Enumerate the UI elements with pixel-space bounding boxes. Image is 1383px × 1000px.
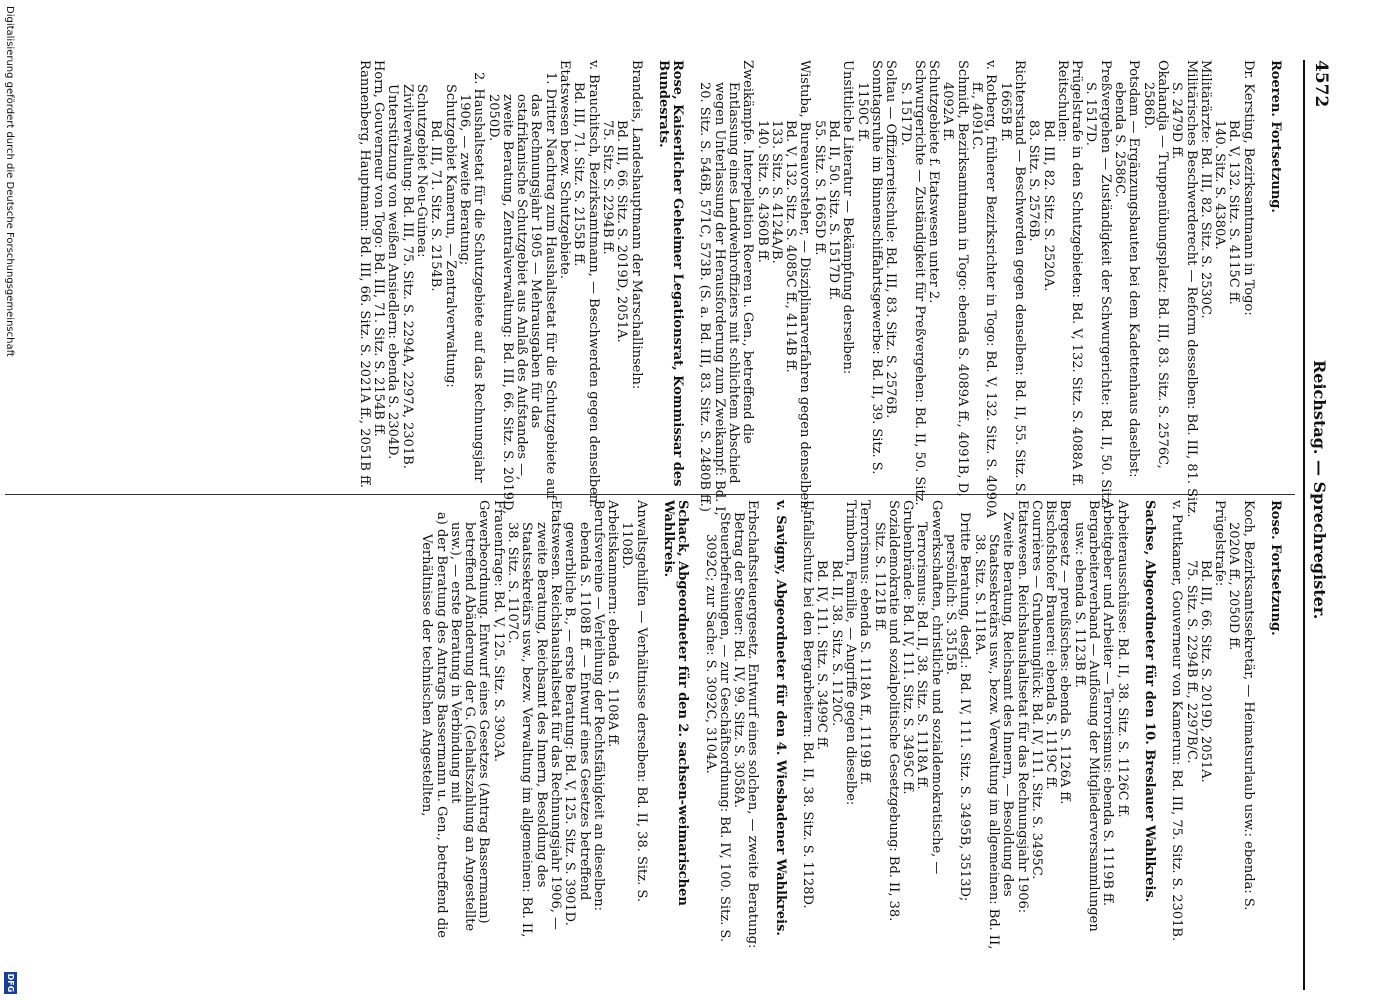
index-entry: Gewerkschaften, christliche und sozialdemokratische, — Terrorismus: Bd. II, 38. Sitz. S. 1118A ff. <box>914 500 944 875</box>
index-entry: Koch, Bezirksamtssekretär, — Heimatsurlaub usw.: ebenda: S. 2020A ff., 2050D ff. <box>1226 500 1256 911</box>
index-entry: Erbschaftssteuergesetz. Entwurf eines solchen, — zweite Beratung: <box>745 500 761 949</box>
index-entry: 140. Sitz. S. 4360B ff. <box>754 120 770 263</box>
index-entry: Unfallschutz bei den Bergarbeitern: Bd. II, 38. Sitz. S. 1128D. <box>800 500 816 909</box>
index-entry: Etatswesen. Reichshaushaltsetat für das Rechnungsjahr 1906, — zweite Beratung, Reichsamt des Innern, Besoldung des Staatssekretärs usw., bezw. Verwaltung im allgemeinen: Bd. II, 38. Sitz. S. 1107C. <box>505 500 563 938</box>
index-entry: Schwurgerichte — Zuständigkeit für Preßvergehen: Bd. II, 50. Sitz. S. 1517D. <box>897 60 927 506</box>
entry-heading: Rose. Fortsetzung. <box>1268 500 1283 636</box>
index-entry: 55. Sitz. S. 1665D ff. <box>811 120 827 256</box>
index-entry: Brandeis, Landeshauptmann der Marschallinseln: <box>628 60 644 390</box>
index-entry: Bd. III, 66. Sitz. S. 2019D, 2051A. <box>1197 560 1213 783</box>
index-entry: Bd. IV, 111. Sitz. S. 3499C ff. <box>814 560 830 750</box>
index-entry: Arbeitgeber und Arbeiter — Terrorismus: ebenda S. 1119B ff. <box>1100 500 1116 906</box>
index-entry: Courrières — Grubenunglück: Bd. IV, 111. Sitz. S. 3495C. <box>1028 500 1044 880</box>
index-entry: Horn, Gouverneur von Togo: Bd. III, 71. Sitz. S. 2154B ff. <box>371 60 387 437</box>
entry-heading: Sachse, Abgeordneter für den 10. Breslauer Wahlkreis. <box>1141 500 1157 903</box>
index-entry: Steuerbefreiungen, — zur Geschäftsordnung: Bd. IV, 100. Sitz. S. 3092C; zur Sache: S. 3092C, 3104A. <box>702 512 732 942</box>
index-entry: 1. Dritter Nachtrag zum Haushaltsetat für die Schutzgebiete auf das Rechnungsjahr 1905 — Mehrausgaben für das ostafrikanische Schutzgebiet aus Anlaß des Aufstandes —, zweite Beratung, Zentralverwaltung: Bd. III, 66. Sitz. S. 2019D, 2050D. <box>485 72 558 515</box>
running-title: Reichstag. — Sprechregister. <box>1310 360 1329 620</box>
index-entry: v. Puttkamer, Gouverneur von Kamerun: Bd. III, 75. Sitz. S. 2301B. <box>1169 500 1185 942</box>
entry-heading: Roeren. Fortsetzung. <box>1268 60 1283 213</box>
index-entry: Zweite Beratung, Reichsamt des Innern, — Besoldung des Staatssekretärs usw., bezw. Verwaltung im allgemeinen: Bd. II, 38. Sitz. S. 1118A. <box>971 512 1016 950</box>
dfg-logo: DFG <box>6 973 15 993</box>
left-column <box>357 60 1295 520</box>
index-entry: Prügelstrafe: <box>1212 500 1228 587</box>
index-entry: Zivilverwaltung: Bd. III, 75. Sitz. S. 2294A, 2297A, 2301B. <box>399 84 415 469</box>
index-entry: Zweikämpfe. Interpellation Roeren u. Gen., betreffend die Entlassung eines Landwehroffiziers mit schlichtem Abschied wegen Unterlassung der Herausforderung zum Zweikampf: Bd. I, 20. Sitz. S. 546B, 571C, 573B. (S. a. Bd. III, 83. Sitz. S. 2480B ff.) <box>697 60 756 516</box>
index-entry: Berufsvereine — Verleihung der Rechtsfähigkeit an dieselben: ebenda S. 1108B ff. — Entwurf eines Gesetzes betreffend gewerbliche B., — erste Beratung: Bd. V, 125. Sitz. S. 3901D. <box>562 500 606 926</box>
index-entry: 75. Sitz. S. 2294B ff., 2297B/C. <box>1183 560 1199 764</box>
index-entry: Schutzgebiete f. Etatswesen unter 2. <box>926 60 942 304</box>
index-entry: Trimborn, Familie, — Angriffe gegen dieselbe: <box>842 500 858 806</box>
entry-heading: Rose, Kaiserlicher Geheimer Legationsrat, Kommissar des Bundesrats. <box>655 60 686 487</box>
index-entry: Grubenbrände: Bd. IV, 111. Sitz. S. 3495C ff. <box>900 500 916 795</box>
index-entry: Unterstützung von weißen Ansiedlern: ebenda S. 2304D. <box>385 84 401 460</box>
index-entry: Etatswesen. Reichshaushaltsetat für das Rechnungsjahr 1906: <box>1014 500 1030 914</box>
index-entry: Anwaltsgehilfen — Verhältnisse derselben: Bd. II, 38. Sitz. S. 1108D. <box>619 500 649 902</box>
entry-heading: v. Savigny, Abgeordneter für den 4. Wiesbadener Wahlkreis. <box>772 500 788 936</box>
index-entry: Okahandja — Truppenübungsplatz: Bd. III, 83. Sitz. S. 2576C, 2586D. <box>1140 60 1170 469</box>
index-entry: Bd. V, 132. Sitz. S. 4085C ff., 4114B ff. <box>783 120 799 373</box>
index-entry: 133. Sitz. S. 4124A/B. <box>768 120 784 264</box>
index-entry: a) der Beratung des Antrags Bassermann u. Gen., betreffend die Verhältnisse der technischen Angestellten, <box>419 512 449 938</box>
index-entry: Sozialdemokratie und sozialpolitische Gesetzgebung: Bd. II, 38. Sitz. S. 1121B ff. <box>871 500 901 922</box>
index-entry: Betrag der Steuer: Bd. IV, 99. Sitz. S. 3058A. <box>731 512 747 809</box>
index-entry: Militärisches Beschwerderecht — Reform desselben: Bd. III, 81. Sitz. S. 2479D ff. <box>1169 60 1199 518</box>
index-entry: Bd. V, 132. Sitz. S. 4115C ff. <box>1226 120 1242 305</box>
index-entry: Bd. III, 71. Sitz. S. 2154B. <box>428 120 444 292</box>
index-entry: v. Rotberg, früherer Bezirksrichter in Togo: Bd. V, 132. Sitz. S. 4090A ff., 4091C. <box>969 60 999 518</box>
index-entry: 83. Sitz. S. 2576B. <box>1026 120 1042 242</box>
index-entry: Dritte Beratung, desgl.: Bd. IV, 111. Sitz. S. 3495B, 3513D; persönlich: S. 3515B. <box>943 512 973 902</box>
footer-text: Digitalisierung gefördert durch die Deutsche Forschungsgemeinschaft <box>4 6 15 357</box>
index-entry: Bd. III, 82. Sitz. S. 2520A. <box>1040 120 1056 292</box>
index-entry: Schutzgebiet Neu-Guinea: <box>414 84 430 258</box>
index-entry: v. Brauchitsch, Bezirksamtmann, — Beschwerden gegen denselben: Bd. III, 71. Sitz. S. 2155B ff. <box>571 60 601 508</box>
index-entry: 75. Sitz. S. 2294B ff. <box>599 120 615 255</box>
index-entry: Wistuba, Bureauvorsteher, — Disziplinarverfahren gegen denselben: <box>797 60 813 514</box>
index-entry: Bd. II, 50. Sitz. S. 1517D ff. <box>826 120 842 301</box>
index-entry: 140. Sitz. S. 4380A. <box>1212 120 1228 250</box>
index-entry: Gewerbeordnung. Entwurf eines Gesetzes (Antrag Bassermann) betreffend Abänderung der G. (Gehaltszahlung an Angestellte usw.), — erste Beratung in Verbindung mit <box>447 500 492 932</box>
index-entry: Frauenfrage: Bd. V, 125. Sitz. S. 3903A. <box>490 500 506 763</box>
index-entry: Potsdam — Ergänzungsbauten bei dem Kadettenhaus daselbst: ebenda S. 2586C. <box>1112 60 1142 478</box>
index-entry: Prügelstrafe in den Schutzgebieten: Bd. V, 132. Sitz. S. 4088A ff. <box>1069 60 1085 487</box>
index-entry: Richterstand — Beschwerden gegen denselben: Bd. II, 55. Sitz. S. 1665B ff. <box>997 60 1027 496</box>
index-entry: Unsittliche Literatur — Bekämpfung derselben: <box>840 60 856 375</box>
index-entry: Schutzgebiet Kamerun, — Zentralverwaltung: <box>442 84 458 388</box>
index-entry: Arbeitskammern: ebenda S. 1108A ff. <box>605 500 621 748</box>
right-column <box>419 500 1295 950</box>
index-entry: Terrorismus: ebenda S. 1118A ff., 1119B ff. <box>857 500 873 785</box>
index-entry: Etatswesen bezw. Schutzgebiete. <box>557 60 573 280</box>
index-entry: Dr. Kersting, Bezirksamtmann in Togo: <box>1240 60 1256 316</box>
index-entry: Soltau — Offizierreitschule: Bd. III, 83. Sitz. S. 2576B. <box>883 60 899 419</box>
index-entry: Bischofshofer Brauerei: ebenda S. 1119C ff. <box>1043 500 1059 790</box>
index-entry: Bergarbeiterverband — Auflösung der Mitgliederversammlungen usw.: ebenda S. 1123B ff. <box>1071 500 1102 932</box>
index-entry: Bd. II, 38. Sitz. S. 1120C. <box>828 560 844 727</box>
index-entry: Rannenberg, Hauptmann: Bd. III, 66. Sitz. S. 2021A ff., 2051B ff. <box>356 60 372 488</box>
index-entry: Arbeiterausschüsse: Bd. II, 38. Sitz. S. 1126C ff. <box>1114 500 1130 818</box>
index-entry: Reitschulen: <box>1054 60 1070 143</box>
index-entry: 2. Haushaltsetat für die Schutzgebiete auf das Rechnungsjahr 1906, — zweite Beratung; <box>456 72 487 483</box>
index-entry: Bd. III, 66. Sitz. S. 2019D, 2051A. <box>614 120 630 343</box>
index-entry: Militärärzte: Bd. III, 82. Sitz. S. 2530C. <box>1197 60 1213 319</box>
header-rule <box>1303 60 1305 990</box>
page-number: 4572 <box>1311 60 1331 108</box>
index-entry: Preßvergehen — Zuständigkeit der Schwurgerichte: Bd. II, 50. Sitz. S. 1517D. <box>1083 60 1113 509</box>
index-entry: Schmidt, Bezirksamtmann in Togo: ebenda S. 4089A ff., 4091B, D, 4092A ff. <box>940 60 970 497</box>
entry-heading: Schack, Abgeordneter für den 2. sachsen-weimarischen Wahlkreis. <box>661 500 691 906</box>
index-entry: Sonntagsruhe im Binnenschiffahrtsgewerbe: Bd. II, 39. Sitz. S. 1150C ff. <box>854 60 884 475</box>
index-entry: Bergesetz — preußisches: ebenda S. 1126A ff. <box>1057 500 1073 805</box>
